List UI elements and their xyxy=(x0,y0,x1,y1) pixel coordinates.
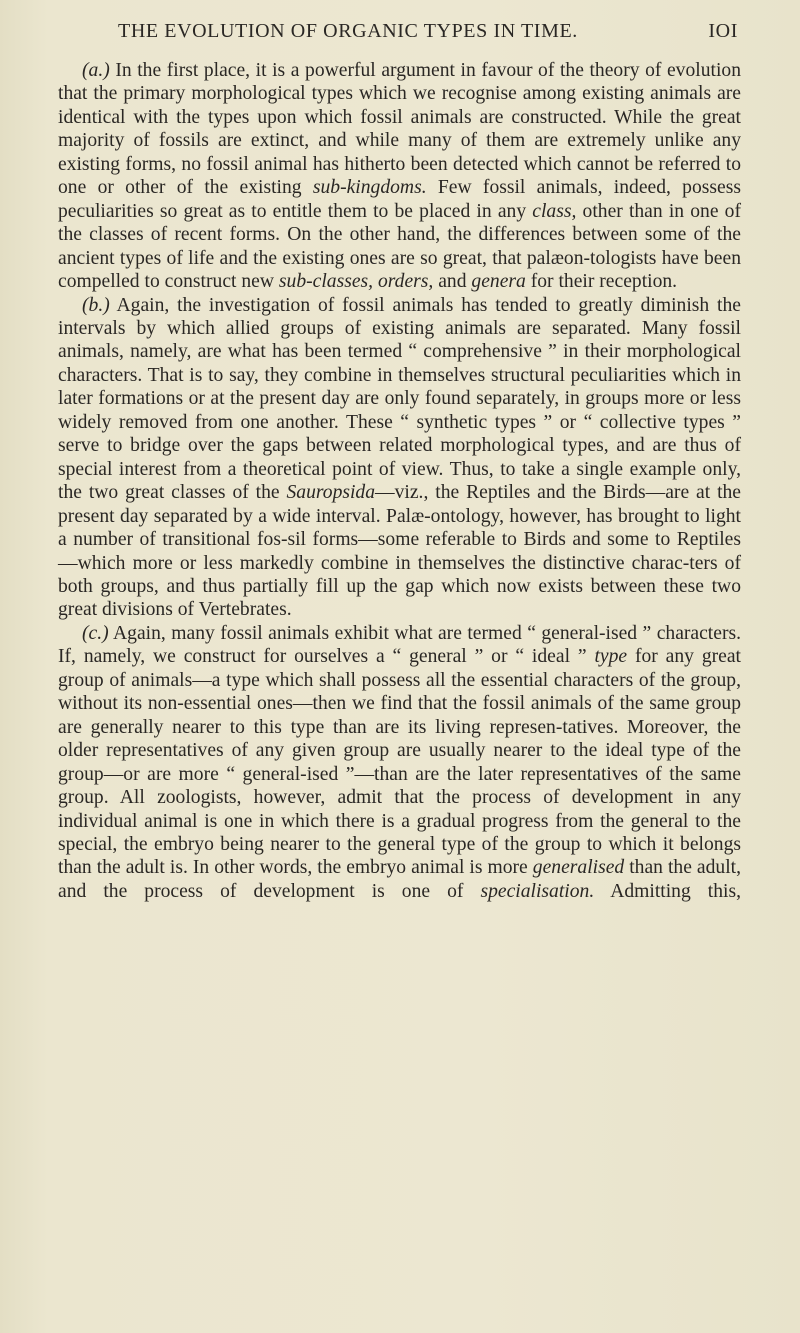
italic-term: Sauropsida xyxy=(286,482,376,504)
text-span: for their reception. xyxy=(525,271,678,293)
text-span: Admitting this, xyxy=(594,880,741,902)
paragraph-label: (c.) xyxy=(82,622,109,644)
text-span: for any great group of animals—a type which shall possess all the essential characters of the group, without its non-essential ones—then we find that the fossil animals of the same group are generally nearer to this type than are its living represen-tatives. Moreover, the older representatives of any given group are usually nearer to the ideal type of the group—or are more “ general-ised ”—than are the later representatives of the same group. All zoologists, however, admit that the process of development in any individual animal is one in which there is a gradual progress from the general to the special, the embryo being nearer to the general type of the group to which it belongs than the adult is. In other words, the embryo animal is more xyxy=(58,646,741,879)
text-span: —viz., the Reptiles and the Birds—are at the present day separated by a wide interval. Palæ-ontology, however, has brought to light a number of transitional fos-sil forms—some referable to Birds and some to Reptiles—which more or less markedly combine in themselves the distinctive charac-ters of both groups, and thus partially fill up the gap which now exists between these two great divisions of Vertebrates. xyxy=(58,482,742,621)
paragraph-a xyxy=(58,59,741,294)
text-span: Few fossil animals, indeed, possess peculiarities so great as to entitle them to be placed in any xyxy=(58,177,741,222)
text-span: Again, many fossil animals exhibit what are termed “ general-ised ” characters. If, namely, we construct for ourselves a “ general ” or “ ideal ” xyxy=(58,622,741,668)
paragraph-b xyxy=(58,294,741,622)
page-number: IOI xyxy=(708,20,738,42)
paragraph-label: (b.) xyxy=(82,294,110,316)
italic-term: sub-classes, orders, xyxy=(278,271,434,293)
page-header xyxy=(118,20,738,50)
text-span: than the adult, and the process of development is one of xyxy=(58,857,741,902)
paragraph-c xyxy=(58,622,741,903)
body-text xyxy=(58,59,741,903)
italic-term: sub-kingdoms. xyxy=(312,177,427,199)
italic-term: generalised xyxy=(532,857,625,879)
text-span: and xyxy=(433,271,472,293)
italic-term: type xyxy=(594,646,628,668)
paragraph-label: (a.) xyxy=(82,60,110,81)
italic-term: specialisation. xyxy=(480,880,595,902)
text-span: In the first place, it is a powerful argument in favour of the theory of evolution that the primary morphological types which we recognise among existing animals are identical with the types upon which fossil animals are constructed. While the great majority of fossils are extinct, and while many of them are extremely unlike any existing forms, no fossil animal has hitherto been detected which cannot be referred to one or other of the existing xyxy=(58,60,741,199)
italic-term: class, xyxy=(532,200,577,222)
text-span: other than in one of the classes of recent forms. On the other hand, the differences between some of the ancient types of life and the existing ones are so great, that palæon-tologists have been compelled to construct new xyxy=(58,200,741,293)
running-title: THE EVOLUTION OF ORGANIC TYPES IN TIME. xyxy=(118,20,578,42)
text-span: Again, the investigation of fossil animals has tended to greatly diminish the intervals by which allied groups of existing animals are separated. Many fossil animals, namely, are what has been termed “ comprehensive ” in their morphological characters. That is to say, they combine in themselves structural peculiarities which in later formations or at the present day are only found separately, in groups more or less widely removed from one another. These “ synthetic types ” or “ collective types ” serve to bridge over the gaps between related morphological types, and are thus of special interest from a theoretical point of view. Thus, to take a single example only, the two great classes of the xyxy=(58,294,741,504)
italic-term: genera xyxy=(471,271,526,293)
